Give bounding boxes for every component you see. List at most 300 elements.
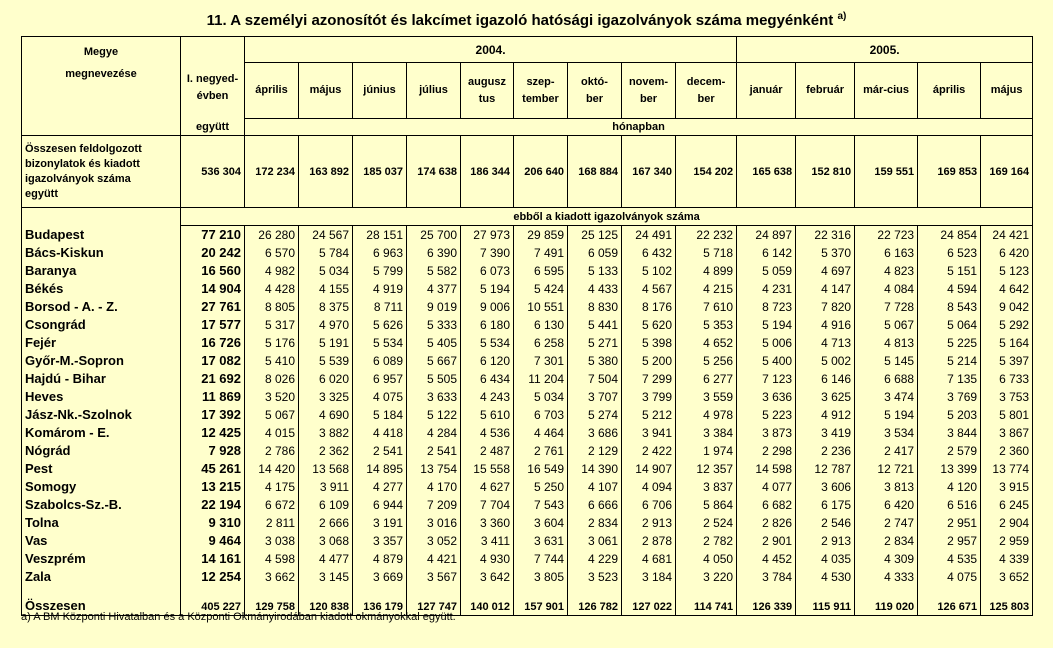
county-statistics-table bbox=[21, 36, 1033, 616]
county-month-value: 5 353 bbox=[676, 316, 737, 334]
county-row bbox=[22, 532, 1033, 550]
total-value: 120 838 bbox=[299, 586, 353, 616]
county-month-value: 3 559 bbox=[676, 388, 737, 406]
county-q1-value: 17 082 bbox=[181, 352, 245, 370]
county-month-value: 5 194 bbox=[737, 316, 796, 334]
county-month-value: 12 357 bbox=[676, 460, 737, 478]
county-month-value: 4 231 bbox=[737, 280, 796, 298]
county-month-value: 2 834 bbox=[568, 514, 622, 532]
county-month-value: 5 200 bbox=[622, 352, 676, 370]
county-q1-value: 27 761 bbox=[181, 298, 245, 316]
month-header bbox=[622, 63, 676, 119]
county-month-value: 2 747 bbox=[855, 514, 918, 532]
county-month-value: 24 491 bbox=[622, 226, 676, 244]
county-month-value: 6 175 bbox=[796, 496, 855, 514]
county-month-value: 5 397 bbox=[981, 352, 1033, 370]
county-month-value: 3 606 bbox=[796, 478, 855, 496]
county-month-value: 28 151 bbox=[353, 226, 407, 244]
county-month-value: 4 284 bbox=[407, 424, 461, 442]
county-header bbox=[22, 37, 181, 136]
county-month-value: 8 723 bbox=[737, 298, 796, 316]
county-name: Zala bbox=[22, 568, 181, 586]
county-month-value: 4 823 bbox=[855, 262, 918, 280]
county-month-value: 13 568 bbox=[299, 460, 353, 478]
county-month-value: 7 135 bbox=[918, 370, 981, 388]
county-month-value: 12 787 bbox=[796, 460, 855, 478]
total-value: 126 782 bbox=[568, 586, 622, 616]
county-month-value: 5 034 bbox=[299, 262, 353, 280]
county-month-value: 6 570 bbox=[245, 244, 299, 262]
county-month-value: 2 360 bbox=[981, 442, 1033, 460]
month-header bbox=[676, 63, 737, 119]
county-month-value: 7 209 bbox=[407, 496, 461, 514]
county-name: Veszprém bbox=[22, 550, 181, 568]
county-month-value: 4 050 bbox=[676, 550, 737, 568]
county-name: Somogy bbox=[22, 478, 181, 496]
month-header-line: február bbox=[806, 84, 845, 96]
county-row bbox=[22, 316, 1033, 334]
county-month-value: 14 907 bbox=[622, 460, 676, 478]
county-month-value: 3 038 bbox=[245, 532, 299, 550]
month-header-line: szep- bbox=[526, 75, 555, 88]
county-month-value: 7 820 bbox=[796, 298, 855, 316]
county-month-value: 7 123 bbox=[737, 370, 796, 388]
county-month-value: 4 339 bbox=[981, 550, 1033, 568]
month-header bbox=[855, 63, 918, 119]
county-month-value: 12 721 bbox=[855, 460, 918, 478]
county-month-value: 5 123 bbox=[981, 262, 1033, 280]
county-month-value: 10 551 bbox=[514, 298, 568, 316]
county-month-value: 8 375 bbox=[299, 298, 353, 316]
year-2005-header: 2005. bbox=[737, 37, 1033, 63]
county-month-value: 5 184 bbox=[353, 406, 407, 424]
summary-value: 169 853 bbox=[918, 136, 981, 208]
county-month-value: 4 982 bbox=[245, 262, 299, 280]
county-month-value: 2 761 bbox=[514, 442, 568, 460]
county-month-value: 4 627 bbox=[461, 478, 514, 496]
county-month-value: 6 277 bbox=[676, 370, 737, 388]
county-month-value: 6 420 bbox=[855, 496, 918, 514]
county-month-value: 2 129 bbox=[568, 442, 622, 460]
county-month-value: 13 774 bbox=[981, 460, 1033, 478]
county-q1-value: 12 425 bbox=[181, 424, 245, 442]
county-row bbox=[22, 226, 1033, 244]
county-month-value: 5 333 bbox=[407, 316, 461, 334]
total-value: 126 339 bbox=[737, 586, 796, 616]
month-header bbox=[796, 63, 855, 119]
county-month-value: 4 075 bbox=[353, 388, 407, 406]
year-2004-header: 2004. bbox=[245, 37, 737, 63]
county-name: Békés bbox=[22, 280, 181, 298]
q1-header-line2: évben bbox=[196, 89, 229, 102]
total-value: 157 901 bbox=[514, 586, 568, 616]
county-month-value: 5 122 bbox=[407, 406, 461, 424]
county-month-value: 5 380 bbox=[568, 352, 622, 370]
county-month-value: 4 215 bbox=[676, 280, 737, 298]
county-month-value: 2 541 bbox=[407, 442, 461, 460]
month-header bbox=[245, 63, 299, 119]
county-month-value: 14 598 bbox=[737, 460, 796, 478]
county-month-value: 4 642 bbox=[981, 280, 1033, 298]
county-month-value: 11 204 bbox=[514, 370, 568, 388]
county-month-value: 5 133 bbox=[568, 262, 622, 280]
county-month-value: 6 180 bbox=[461, 316, 514, 334]
county-row bbox=[22, 496, 1033, 514]
county-month-value: 22 316 bbox=[796, 226, 855, 244]
month-header-line: decem- bbox=[686, 75, 726, 88]
county-q1-value: 77 210 bbox=[181, 226, 245, 244]
county-month-value: 4 243 bbox=[461, 388, 514, 406]
county-name: Jász-Nk.-Szolnok bbox=[22, 406, 181, 424]
county-month-value: 3 191 bbox=[353, 514, 407, 532]
county-name: Csongrád bbox=[22, 316, 181, 334]
county-month-value: 6 523 bbox=[918, 244, 981, 262]
county-month-value: 6 516 bbox=[918, 496, 981, 514]
county-q1-value: 9 310 bbox=[181, 514, 245, 532]
month-header-line: május bbox=[309, 84, 342, 96]
county-month-value: 5 626 bbox=[353, 316, 407, 334]
county-month-value: 6 390 bbox=[407, 244, 461, 262]
county-month-value: 3 686 bbox=[568, 424, 622, 442]
county-month-value: 3 642 bbox=[461, 568, 514, 586]
county-month-value: 4 277 bbox=[353, 478, 407, 496]
county-month-value: 13 399 bbox=[918, 460, 981, 478]
county-month-value: 3 520 bbox=[245, 388, 299, 406]
county-name: Tolna bbox=[22, 514, 181, 532]
county-month-value: 3 633 bbox=[407, 388, 461, 406]
summary-value: 174 638 bbox=[407, 136, 461, 208]
month-header bbox=[981, 63, 1033, 119]
county-month-value: 29 859 bbox=[514, 226, 568, 244]
county-month-value: 4 697 bbox=[796, 262, 855, 280]
summary-value: 172 234 bbox=[245, 136, 299, 208]
county-month-value: 9 006 bbox=[461, 298, 514, 316]
county-month-value: 16 549 bbox=[514, 460, 568, 478]
county-month-value: 6 059 bbox=[568, 244, 622, 262]
county-name: Pest bbox=[22, 460, 181, 478]
county-month-value: 5 194 bbox=[855, 406, 918, 424]
county-month-value: 5 002 bbox=[796, 352, 855, 370]
county-month-value: 2 957 bbox=[918, 532, 981, 550]
county-month-value: 4 530 bbox=[796, 568, 855, 586]
county-month-value: 4 813 bbox=[855, 334, 918, 352]
month-header-line: ber bbox=[585, 92, 604, 105]
county-q1-value: 7 928 bbox=[181, 442, 245, 460]
county-month-value: 22 232 bbox=[676, 226, 737, 244]
county-month-value: 6 109 bbox=[299, 496, 353, 514]
county-month-value: 6 595 bbox=[514, 262, 568, 280]
county-month-value: 4 899 bbox=[676, 262, 737, 280]
month-header bbox=[918, 63, 981, 119]
county-month-value: 2 811 bbox=[245, 514, 299, 532]
county-month-value: 2 236 bbox=[796, 442, 855, 460]
county-month-value: 3 419 bbox=[796, 424, 855, 442]
county-month-value: 2 546 bbox=[796, 514, 855, 532]
county-month-value: 6 432 bbox=[622, 244, 676, 262]
county-month-value: 4 594 bbox=[918, 280, 981, 298]
county-q1-value: 21 692 bbox=[181, 370, 245, 388]
total-value: 115 911 bbox=[796, 586, 855, 616]
county-month-value: 4 077 bbox=[737, 478, 796, 496]
county-month-value: 2 786 bbox=[245, 442, 299, 460]
county-month-value: 4 170 bbox=[407, 478, 461, 496]
county-name: Heves bbox=[22, 388, 181, 406]
county-q1-value: 16 560 bbox=[181, 262, 245, 280]
county-name: Fejér bbox=[22, 334, 181, 352]
county-month-value: 2 913 bbox=[796, 532, 855, 550]
county-month-value: 26 280 bbox=[245, 226, 299, 244]
county-month-value: 5 271 bbox=[568, 334, 622, 352]
county-month-value: 3 669 bbox=[353, 568, 407, 586]
county-month-value: 2 362 bbox=[299, 442, 353, 460]
county-month-value: 14 895 bbox=[353, 460, 407, 478]
total-value: 127 747 bbox=[407, 586, 461, 616]
county-month-value: 24 421 bbox=[981, 226, 1033, 244]
county-month-value: 2 959 bbox=[981, 532, 1033, 550]
county-month-value: 5 424 bbox=[514, 280, 568, 298]
county-month-value: 4 309 bbox=[855, 550, 918, 568]
county-month-value: 9 042 bbox=[981, 298, 1033, 316]
month-header-line: ber bbox=[697, 92, 715, 105]
month-header bbox=[461, 63, 514, 119]
county-month-value: 4 147 bbox=[796, 280, 855, 298]
month-header-line: már-cius bbox=[863, 84, 910, 96]
county-month-value: 3 882 bbox=[299, 424, 353, 442]
county-q1-value: 45 261 bbox=[181, 460, 245, 478]
county-month-value: 3 184 bbox=[622, 568, 676, 586]
county-month-value: 5 317 bbox=[245, 316, 299, 334]
county-q1-value: 17 577 bbox=[181, 316, 245, 334]
total-value: 405 227 bbox=[181, 586, 245, 616]
county-month-value: 3 805 bbox=[514, 568, 568, 586]
county-month-value: 7 610 bbox=[676, 298, 737, 316]
month-header-line: tus bbox=[478, 92, 496, 105]
county-month-value: 7 299 bbox=[622, 370, 676, 388]
county-month-value: 4 690 bbox=[299, 406, 353, 424]
county-month-value: 3 873 bbox=[737, 424, 796, 442]
county-month-value: 6 020 bbox=[299, 370, 353, 388]
footnote: a) A BM Központi Hivatalban és a Központi Okmányirodában kiadott okmányokkal együtt. bbox=[21, 611, 456, 623]
month-header-line: április bbox=[255, 84, 288, 96]
county-row bbox=[22, 262, 1033, 280]
county-month-value: 3 068 bbox=[299, 532, 353, 550]
month-header bbox=[299, 63, 353, 119]
county-month-value: 4 916 bbox=[796, 316, 855, 334]
county-month-value: 22 723 bbox=[855, 226, 918, 244]
county-month-value: 4 536 bbox=[461, 424, 514, 442]
total-value: 140 012 bbox=[461, 586, 514, 616]
county-month-value: 2 901 bbox=[737, 532, 796, 550]
county-header-line2: megnevezése bbox=[65, 68, 137, 80]
county-q1-value: 17 392 bbox=[181, 406, 245, 424]
county-name: Vas bbox=[22, 532, 181, 550]
county-month-value: 5 370 bbox=[796, 244, 855, 262]
county-month-value: 13 754 bbox=[407, 460, 461, 478]
month-header-line: novem- bbox=[628, 75, 669, 88]
county-month-value: 2 524 bbox=[676, 514, 737, 532]
county-month-value: 5 292 bbox=[981, 316, 1033, 334]
county-month-value: 3 867 bbox=[981, 424, 1033, 442]
county-month-value: 5 225 bbox=[918, 334, 981, 352]
total-value: 125 803 bbox=[981, 586, 1033, 616]
county-month-value: 2 579 bbox=[918, 442, 981, 460]
summary-value: 169 164 bbox=[981, 136, 1033, 208]
county-month-value: 4 428 bbox=[245, 280, 299, 298]
county-month-value: 3 384 bbox=[676, 424, 737, 442]
county-month-value: 4 652 bbox=[676, 334, 737, 352]
summary-value: 167 340 bbox=[622, 136, 676, 208]
county-month-value: 3 662 bbox=[245, 568, 299, 586]
county-row bbox=[22, 388, 1033, 406]
county-month-value: 3 567 bbox=[407, 568, 461, 586]
county-month-value: 1 974 bbox=[676, 442, 737, 460]
county-month-value: 4 681 bbox=[622, 550, 676, 568]
county-month-value: 6 944 bbox=[353, 496, 407, 514]
county-month-value: 6 258 bbox=[514, 334, 568, 352]
county-month-value: 4 075 bbox=[918, 568, 981, 586]
county-row bbox=[22, 460, 1033, 478]
county-month-value: 24 897 bbox=[737, 226, 796, 244]
header-row-years bbox=[22, 37, 1033, 63]
q1-together-label: együtt bbox=[181, 119, 245, 136]
county-month-value: 2 541 bbox=[353, 442, 407, 460]
county-row bbox=[22, 334, 1033, 352]
county-month-value: 5 505 bbox=[407, 370, 461, 388]
county-month-value: 3 016 bbox=[407, 514, 461, 532]
county-month-value: 7 491 bbox=[514, 244, 568, 262]
county-month-value: 3 784 bbox=[737, 568, 796, 586]
county-q1-value: 20 242 bbox=[181, 244, 245, 262]
monthly-label: hónapban bbox=[245, 119, 1033, 136]
county-month-value: 2 904 bbox=[981, 514, 1033, 532]
county-month-value: 6 733 bbox=[981, 370, 1033, 388]
summary-label-line: igazolványok száma bbox=[25, 172, 131, 185]
county-month-value: 5 067 bbox=[855, 316, 918, 334]
county-row bbox=[22, 280, 1033, 298]
county-month-value: 9 019 bbox=[407, 298, 461, 316]
county-month-value: 3 837 bbox=[676, 478, 737, 496]
county-month-value: 3 813 bbox=[855, 478, 918, 496]
county-month-value: 3 523 bbox=[568, 568, 622, 586]
county-name: Komárom - E. bbox=[22, 424, 181, 442]
county-month-value: 3 625 bbox=[796, 388, 855, 406]
county-month-value: 4 107 bbox=[568, 478, 622, 496]
county-month-value: 6 957 bbox=[353, 370, 407, 388]
county-month-value: 4 035 bbox=[796, 550, 855, 568]
county-name: Hajdú - Bihar bbox=[22, 370, 181, 388]
county-q1-value: 11 869 bbox=[181, 388, 245, 406]
county-month-value: 5 610 bbox=[461, 406, 514, 424]
summary-value: 168 884 bbox=[568, 136, 622, 208]
county-month-value: 5 582 bbox=[407, 262, 461, 280]
county-month-value: 4 120 bbox=[918, 478, 981, 496]
county-month-value: 3 636 bbox=[737, 388, 796, 406]
summary-value: 163 892 bbox=[299, 136, 353, 208]
county-month-value: 3 631 bbox=[514, 532, 568, 550]
county-month-value: 5 620 bbox=[622, 316, 676, 334]
county-month-value: 5 145 bbox=[855, 352, 918, 370]
county-month-value: 5 398 bbox=[622, 334, 676, 352]
county-month-value: 7 744 bbox=[514, 550, 568, 568]
county-month-value: 4 377 bbox=[407, 280, 461, 298]
summary-value: 186 344 bbox=[461, 136, 514, 208]
total-value: 119 020 bbox=[855, 586, 918, 616]
county-month-value: 3 911 bbox=[299, 478, 353, 496]
county-month-value: 6 688 bbox=[855, 370, 918, 388]
county-month-value: 5 164 bbox=[981, 334, 1033, 352]
county-month-value: 5 102 bbox=[622, 262, 676, 280]
county-month-value: 8 711 bbox=[353, 298, 407, 316]
county-name: Győr-M.-Sopron bbox=[22, 352, 181, 370]
county-month-value: 5 539 bbox=[299, 352, 353, 370]
county-month-value: 6 963 bbox=[353, 244, 407, 262]
county-month-value: 25 700 bbox=[407, 226, 461, 244]
county-name: Nógrád bbox=[22, 442, 181, 460]
county-month-value: 4 418 bbox=[353, 424, 407, 442]
county-month-value: 3 799 bbox=[622, 388, 676, 406]
title-footnote-marker: a) bbox=[837, 11, 847, 22]
summary-value: 152 810 bbox=[796, 136, 855, 208]
county-month-value: 6 089 bbox=[353, 352, 407, 370]
county-month-value: 6 434 bbox=[461, 370, 514, 388]
county-month-value: 6 073 bbox=[461, 262, 514, 280]
county-month-value: 5 405 bbox=[407, 334, 461, 352]
county-q1-value: 16 726 bbox=[181, 334, 245, 352]
county-month-value: 14 390 bbox=[568, 460, 622, 478]
month-header-line: május bbox=[990, 84, 1023, 96]
county-month-value: 4 713 bbox=[796, 334, 855, 352]
county-month-value: 3 220 bbox=[676, 568, 737, 586]
total-value: 129 758 bbox=[245, 586, 299, 616]
county-month-value: 5 718 bbox=[676, 244, 737, 262]
county-month-value: 4 433 bbox=[568, 280, 622, 298]
county-month-value: 7 504 bbox=[568, 370, 622, 388]
county-month-value: 5 191 bbox=[299, 334, 353, 352]
county-month-value: 6 146 bbox=[796, 370, 855, 388]
county-month-value: 4 229 bbox=[568, 550, 622, 568]
county-month-value: 3 360 bbox=[461, 514, 514, 532]
month-header bbox=[737, 63, 796, 119]
county-month-value: 5 784 bbox=[299, 244, 353, 262]
county-name: Szabolcs-Sz.-B. bbox=[22, 496, 181, 514]
month-header-line: április bbox=[932, 84, 966, 96]
county-month-value: 3 652 bbox=[981, 568, 1033, 586]
county-month-value: 7 301 bbox=[514, 352, 568, 370]
county-name: Baranya bbox=[22, 262, 181, 280]
county-month-value: 5 064 bbox=[918, 316, 981, 334]
county-month-value: 2 951 bbox=[918, 514, 981, 532]
county-month-value: 14 420 bbox=[245, 460, 299, 478]
county-row bbox=[22, 406, 1033, 424]
county-month-value: 4 919 bbox=[353, 280, 407, 298]
county-month-value: 7 390 bbox=[461, 244, 514, 262]
summary-label-line: Összesen feldolgozott bbox=[25, 142, 142, 155]
county-month-value: 5 274 bbox=[568, 406, 622, 424]
county-month-value: 2 298 bbox=[737, 442, 796, 460]
county-month-value: 5 441 bbox=[568, 316, 622, 334]
county-q1-value: 22 194 bbox=[181, 496, 245, 514]
total-value: 114 741 bbox=[676, 586, 737, 616]
county-month-value: 5 194 bbox=[461, 280, 514, 298]
county-row bbox=[22, 568, 1033, 586]
county-name: Budapest bbox=[22, 226, 181, 244]
month-header bbox=[514, 63, 568, 119]
month-header-line: július bbox=[419, 84, 448, 96]
county-month-value: 3 061 bbox=[568, 532, 622, 550]
county-month-value: 3 769 bbox=[918, 388, 981, 406]
county-month-value: 2 422 bbox=[622, 442, 676, 460]
county-month-value: 5 067 bbox=[245, 406, 299, 424]
